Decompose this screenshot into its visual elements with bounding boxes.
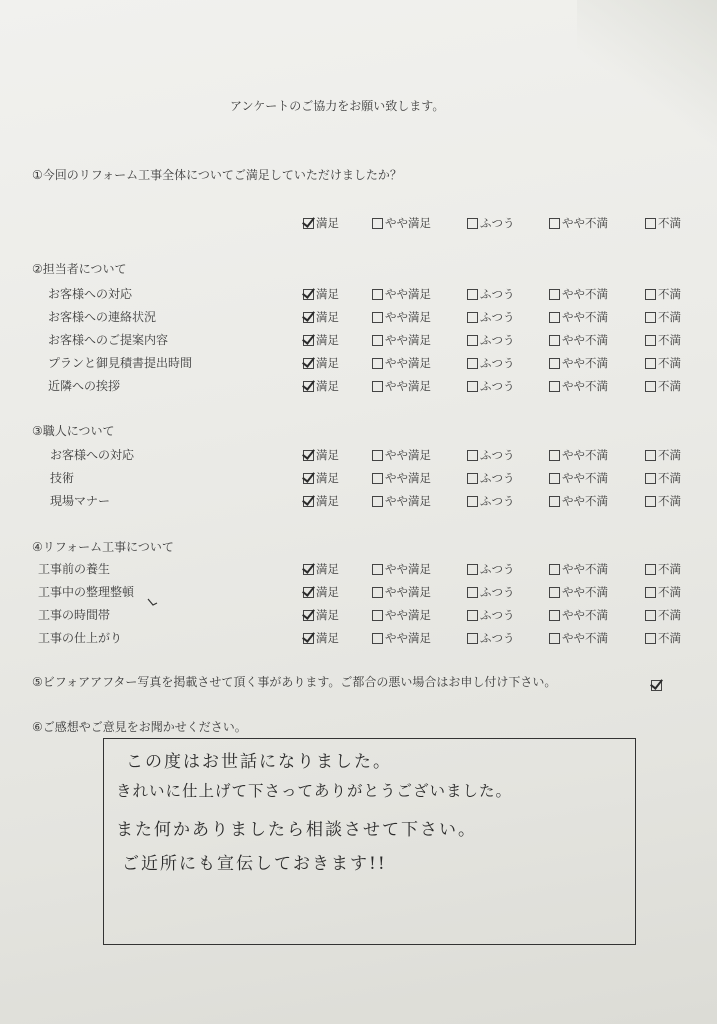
option-label: ふつう [480, 585, 515, 599]
checkbox[interactable] [467, 450, 478, 461]
q4-option[interactable] [372, 607, 431, 623]
option-label: 不満 [658, 562, 681, 576]
checkbox[interactable] [645, 381, 656, 392]
option-label: ふつう [480, 494, 515, 508]
q3-option[interactable] [467, 493, 515, 509]
comment-line-3: また何かありましたら相談させて下さい。 [116, 820, 477, 840]
option-label: やや不満 [562, 585, 608, 599]
q2-option[interactable] [467, 286, 515, 302]
q3-option[interactable] [467, 447, 515, 463]
option-label: やや不満 [562, 494, 608, 508]
q2-option[interactable] [645, 332, 681, 348]
q1-question: ①今回のリフォーム工事全体についてご満足していただけましたか？ [32, 168, 402, 182]
option-label: 満足 [316, 448, 339, 462]
q5-text: ⑤ビフォアアフター写真を掲載させて頂く事があります。ご都合の悪い場合はお申し付け下さい。 [32, 675, 557, 689]
checkbox[interactable] [303, 473, 314, 484]
checkbox[interactable] [549, 610, 560, 621]
option-label: 不満 [658, 608, 681, 622]
q3-item-label: 現場マナー [50, 494, 111, 508]
q3-option[interactable] [549, 447, 608, 463]
option-label: やや満足 [385, 216, 431, 230]
checkbox[interactable] [372, 218, 383, 229]
q3-option[interactable] [372, 470, 431, 486]
option-label: やや不満 [562, 471, 608, 485]
q3-option[interactable] [645, 493, 681, 509]
checkbox[interactable] [303, 218, 314, 229]
paper-fold-shadow [577, 0, 717, 150]
option-label: 満足 [316, 471, 339, 485]
checkbox[interactable] [467, 312, 478, 323]
checkbox[interactable] [645, 564, 656, 575]
option-label: ふつう [480, 287, 515, 301]
q4-item-label: 工事中の整理整頓 [38, 585, 135, 599]
q2-item-label: 近隣への挨拶 [48, 379, 121, 393]
q4-option[interactable] [467, 630, 515, 646]
checkbox[interactable] [467, 564, 478, 575]
option-label: ふつう [480, 216, 515, 230]
checkbox[interactable] [303, 633, 314, 644]
checkbox[interactable] [372, 633, 383, 644]
option-label: 不満 [658, 494, 681, 508]
checkbox[interactable] [303, 610, 314, 621]
q1-option[interactable] [303, 215, 339, 231]
option-label: 不満 [658, 379, 681, 393]
q4-option[interactable] [645, 630, 681, 646]
option-label: ふつう [480, 608, 515, 622]
q2-option[interactable] [372, 355, 431, 371]
checkbox[interactable] [645, 335, 656, 346]
checkbox[interactable] [549, 633, 560, 644]
q3-option[interactable] [303, 493, 339, 509]
q4-option[interactable] [372, 561, 431, 577]
option-label: やや不満 [562, 448, 608, 462]
option-label: 不満 [658, 356, 681, 370]
q3-option[interactable] [303, 470, 339, 486]
q2-option[interactable] [549, 355, 608, 371]
q4-option[interactable] [645, 561, 681, 577]
option-label: 満足 [316, 585, 339, 599]
checkbox[interactable] [467, 335, 478, 346]
q4-item-label: 工事前の養生 [38, 562, 111, 576]
option-label: やや満足 [385, 494, 431, 508]
comment-line-4: ご近所にも宣伝しておきます!! [122, 854, 387, 874]
option-label: 不満 [658, 448, 681, 462]
option-label: 不満 [658, 471, 681, 485]
q2-option[interactable] [467, 355, 515, 371]
checkbox[interactable] [645, 289, 656, 300]
checkbox[interactable] [549, 587, 560, 598]
option-label: やや不満 [562, 379, 608, 393]
checkbox[interactable] [549, 564, 560, 575]
option-label: 満足 [316, 562, 339, 576]
option-label: ふつう [480, 310, 515, 324]
checkbox[interactable] [645, 218, 656, 229]
option-label: 満足 [316, 356, 339, 370]
q3-option[interactable] [372, 493, 431, 509]
checkbox[interactable] [645, 496, 656, 507]
q3-option[interactable] [549, 493, 608, 509]
q4-item-label: 工事の仕上がり [38, 631, 123, 645]
q3-option[interactable] [549, 470, 608, 486]
q2-option[interactable] [645, 286, 681, 302]
checkbox[interactable] [549, 496, 560, 507]
checkbox[interactable] [549, 289, 560, 300]
option-label: 満足 [316, 379, 339, 393]
q4-item-label: 工事の時間帯 [38, 608, 111, 622]
q4-option[interactable] [467, 607, 515, 623]
option-label: やや満足 [385, 379, 431, 393]
option-label: やや満足 [385, 631, 431, 645]
checkbox[interactable] [303, 312, 314, 323]
option-label: 不満 [658, 287, 681, 301]
checkbox[interactable] [303, 564, 314, 575]
option-label: 満足 [316, 631, 339, 645]
q2-item-label: お客様への対応 [48, 287, 133, 301]
option-label: 満足 [316, 494, 339, 508]
option-label: 不満 [658, 585, 681, 599]
option-label: ふつう [480, 333, 515, 347]
option-label: やや不満 [562, 333, 608, 347]
survey-title: アンケートのご協力をお願い致します。 [230, 99, 445, 113]
option-label: やや満足 [385, 448, 431, 462]
option-label: やや満足 [385, 333, 431, 347]
q2-option[interactable] [549, 332, 608, 348]
option-label: やや不満 [562, 356, 608, 370]
checkbox[interactable] [549, 381, 560, 392]
option-label: 満足 [316, 608, 339, 622]
option-label: やや不満 [562, 310, 608, 324]
q3-item-label: 技術 [50, 471, 75, 485]
q4-option[interactable] [303, 630, 339, 646]
q2-item-label: お客様への連絡状況 [48, 310, 157, 324]
q2-option[interactable] [372, 286, 431, 302]
option-label: やや満足 [385, 310, 431, 324]
checkbox[interactable] [467, 358, 478, 369]
q4-option[interactable] [549, 607, 608, 623]
q1-option[interactable] [549, 215, 608, 231]
option-label: 不満 [658, 216, 681, 230]
checkbox[interactable] [645, 450, 656, 461]
q2-heading: ②担当者について [32, 262, 127, 276]
checkbox[interactable] [467, 473, 478, 484]
q4-option[interactable] [303, 584, 339, 600]
q2-option[interactable] [372, 332, 431, 348]
stray-pen-mark [146, 597, 160, 611]
option-label: やや不満 [562, 287, 608, 301]
q4-option[interactable] [372, 630, 431, 646]
checkbox[interactable] [303, 587, 314, 598]
checkbox[interactable] [549, 473, 560, 484]
checkbox[interactable] [372, 289, 383, 300]
option-label: やや不満 [562, 631, 608, 645]
q2-option[interactable] [303, 378, 339, 394]
q4-option[interactable] [549, 584, 608, 600]
q4-option[interactable] [645, 607, 681, 623]
option-label: 不満 [658, 310, 681, 324]
option-label: ふつう [480, 471, 515, 485]
checkbox[interactable] [372, 496, 383, 507]
q2-option[interactable] [467, 309, 515, 325]
q3-option[interactable] [372, 447, 431, 463]
q3-option[interactable] [467, 470, 515, 486]
q2-option[interactable] [303, 332, 339, 348]
q2-option[interactable] [549, 286, 608, 302]
checkbox[interactable] [372, 450, 383, 461]
checkbox[interactable] [645, 473, 656, 484]
q2-option[interactable] [467, 332, 515, 348]
q2-item-label: プランと御見積書提出時間 [48, 356, 193, 370]
checkbox[interactable] [467, 289, 478, 300]
option-label: やや満足 [385, 287, 431, 301]
option-label: ふつう [480, 562, 515, 576]
option-label: 満足 [316, 333, 339, 347]
checkbox[interactable] [372, 335, 383, 346]
checkbox[interactable] [303, 381, 314, 392]
option-label: やや不満 [562, 608, 608, 622]
q1-option[interactable] [372, 215, 431, 231]
checkbox[interactable] [467, 633, 478, 644]
q2-option[interactable] [303, 309, 339, 325]
checkbox[interactable] [372, 610, 383, 621]
checkbox[interactable] [645, 358, 656, 369]
q2-option[interactable] [467, 378, 515, 394]
option-label: ふつう [480, 448, 515, 462]
checkbox[interactable] [303, 496, 314, 507]
checkbox[interactable] [303, 289, 314, 300]
option-label: やや満足 [385, 471, 431, 485]
comment-line-2: きれいに仕上げて下さってありがとうございました。 [116, 782, 513, 800]
checkbox[interactable] [549, 335, 560, 346]
checkbox[interactable] [372, 381, 383, 392]
q4-option[interactable] [467, 561, 515, 577]
q2-option[interactable] [645, 378, 681, 394]
checkbox[interactable] [467, 610, 478, 621]
option-label: 満足 [316, 216, 339, 230]
q4-option[interactable] [549, 630, 608, 646]
option-label: ふつう [480, 356, 515, 370]
q4-option[interactable] [549, 561, 608, 577]
q2-option[interactable] [303, 355, 339, 371]
checkbox[interactable] [645, 587, 656, 598]
checkbox[interactable] [549, 450, 560, 461]
q5-checkbox[interactable] [651, 680, 662, 691]
checkbox[interactable] [372, 473, 383, 484]
checkbox[interactable] [645, 633, 656, 644]
q4-heading: ④リフォーム工事について [32, 540, 174, 554]
q3-option[interactable] [303, 447, 339, 463]
comment-line-1: この度はお世話になりました。 [126, 752, 392, 772]
option-label: 不満 [658, 333, 681, 347]
option-label: やや不満 [562, 562, 608, 576]
q1-option[interactable] [645, 215, 681, 231]
q3-heading: ③職人について [32, 424, 115, 438]
checkbox[interactable] [549, 218, 560, 229]
checkbox[interactable] [303, 335, 314, 346]
checkbox[interactable] [372, 358, 383, 369]
q4-option[interactable] [467, 584, 515, 600]
checkbox[interactable] [372, 312, 383, 323]
checkbox[interactable] [467, 218, 478, 229]
option-label: 満足 [316, 310, 339, 324]
checkbox[interactable] [645, 610, 656, 621]
q3-option[interactable] [645, 447, 681, 463]
q2-option[interactable] [645, 355, 681, 371]
q2-item-label: お客様へのご提案内容 [48, 333, 169, 347]
option-label: 不満 [658, 631, 681, 645]
q4-option[interactable] [645, 584, 681, 600]
q2-option[interactable] [645, 309, 681, 325]
q2-option[interactable] [549, 309, 608, 325]
q6-heading: ⑥ご感想やご意見をお聞かせください。 [32, 720, 247, 734]
q4-option[interactable] [303, 561, 339, 577]
comment-box [103, 738, 636, 945]
checkbox[interactable] [303, 358, 314, 369]
q1-option[interactable] [467, 215, 515, 231]
checkbox[interactable] [467, 587, 478, 598]
q2-option[interactable] [372, 378, 431, 394]
q4-option[interactable] [303, 607, 339, 623]
q2-option[interactable] [549, 378, 608, 394]
option-label: ふつう [480, 631, 515, 645]
checkbox[interactable] [549, 358, 560, 369]
option-label: やや満足 [385, 608, 431, 622]
checkbox[interactable] [467, 381, 478, 392]
checkbox[interactable] [549, 312, 560, 323]
checkbox[interactable] [372, 564, 383, 575]
option-label: ふつう [480, 379, 515, 393]
checkbox[interactable] [303, 450, 314, 461]
q2-option[interactable] [303, 286, 339, 302]
option-label: 満足 [316, 287, 339, 301]
q2-option[interactable] [372, 309, 431, 325]
checkbox[interactable] [372, 587, 383, 598]
q3-option[interactable] [645, 470, 681, 486]
option-label: やや満足 [385, 562, 431, 576]
option-label: やや不満 [562, 216, 608, 230]
checkbox[interactable] [645, 312, 656, 323]
checkbox[interactable] [467, 496, 478, 507]
option-label: やや満足 [385, 585, 431, 599]
q3-item-label: お客様への対応 [50, 448, 135, 462]
option-label: やや満足 [385, 356, 431, 370]
q4-option[interactable] [372, 584, 431, 600]
